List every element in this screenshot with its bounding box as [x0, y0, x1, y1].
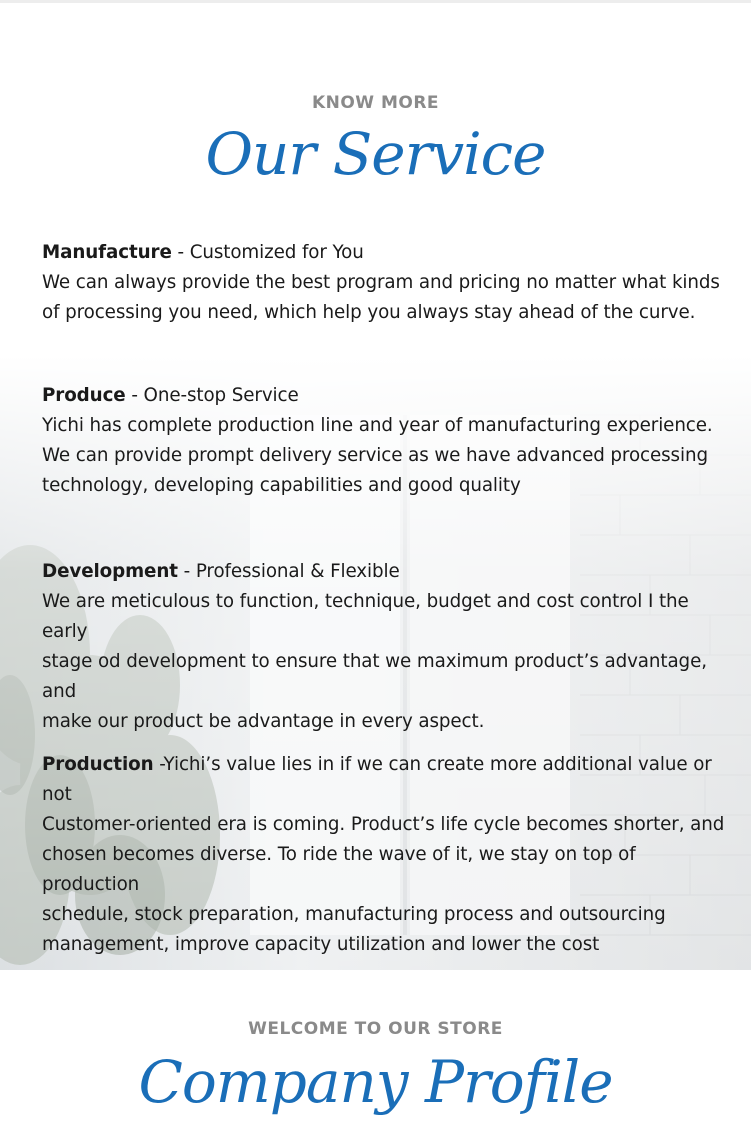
profile-eyebrow: WELCOME TO OUR STORE: [248, 1019, 503, 1039]
service-item-line: Yichi has complete production line and year of manufacturing experience.: [42, 415, 713, 436]
service-item-line: stage od development to ensure that we maximum product’s advantage, and: [42, 651, 707, 702]
service-item-tagline: -Yichi’s value lies in if we can create more additional value or not: [42, 754, 712, 805]
service-item-header: [42, 557, 737, 587]
service-item-line: chosen becomes diverse. To ride the wave of it, we stay on top of production: [42, 844, 636, 895]
service-item-line: make our product be advantage in every aspect.: [42, 711, 485, 732]
service-item-line: technology, developing capabilities and good quality: [42, 475, 521, 496]
service-item-separator: -: [171, 242, 190, 263]
service-item-separator: -: [125, 385, 144, 406]
service-item-line: of processing you need, which help you always stay ahead of the curve.: [42, 302, 696, 323]
service-item-tagline: Professional & Flexible: [195, 561, 400, 582]
service-item-header: [42, 381, 737, 411]
service-item-production: [42, 750, 737, 960]
service-item-heading: Production: [42, 754, 154, 775]
service-item-tagline: Customized for You: [189, 242, 364, 263]
service-item-tagline: One-stop Service: [143, 385, 299, 406]
service-item-line: We can always provide the best program and pricing no matter what kinds: [42, 272, 720, 293]
service-item-header: [42, 750, 737, 810]
service-item-development: [42, 557, 737, 737]
service-item-line: We are meticulous to function, technique, budget and cost control I the early: [42, 591, 689, 642]
service-item-line: We can provide prompt delivery service as we have advanced processing: [42, 445, 708, 466]
service-item-produce: [42, 381, 737, 501]
service-item-line: management, improve capacity utilization and lower the cost: [42, 934, 600, 955]
service-item-header: [42, 238, 737, 268]
service-item-heading: Manufacture: [42, 242, 172, 263]
profile-title: Company Profile: [138, 1048, 613, 1116]
service-item-manufacture: [42, 238, 737, 328]
service-item-heading: Development: [42, 561, 178, 582]
top-divider: [0, 0, 751, 3]
service-item-separator: -: [177, 561, 196, 582]
service-item-line: Customer-oriented era is coming. Product’s life cycle becomes shorter, and: [42, 814, 725, 835]
service-eyebrow: KNOW MORE: [311, 93, 440, 113]
service-item-line: schedule, stock preparation, manufacturing process and outsourcing: [42, 904, 666, 925]
service-title: Our Service: [205, 120, 546, 188]
service-item-heading: Produce: [42, 385, 126, 406]
